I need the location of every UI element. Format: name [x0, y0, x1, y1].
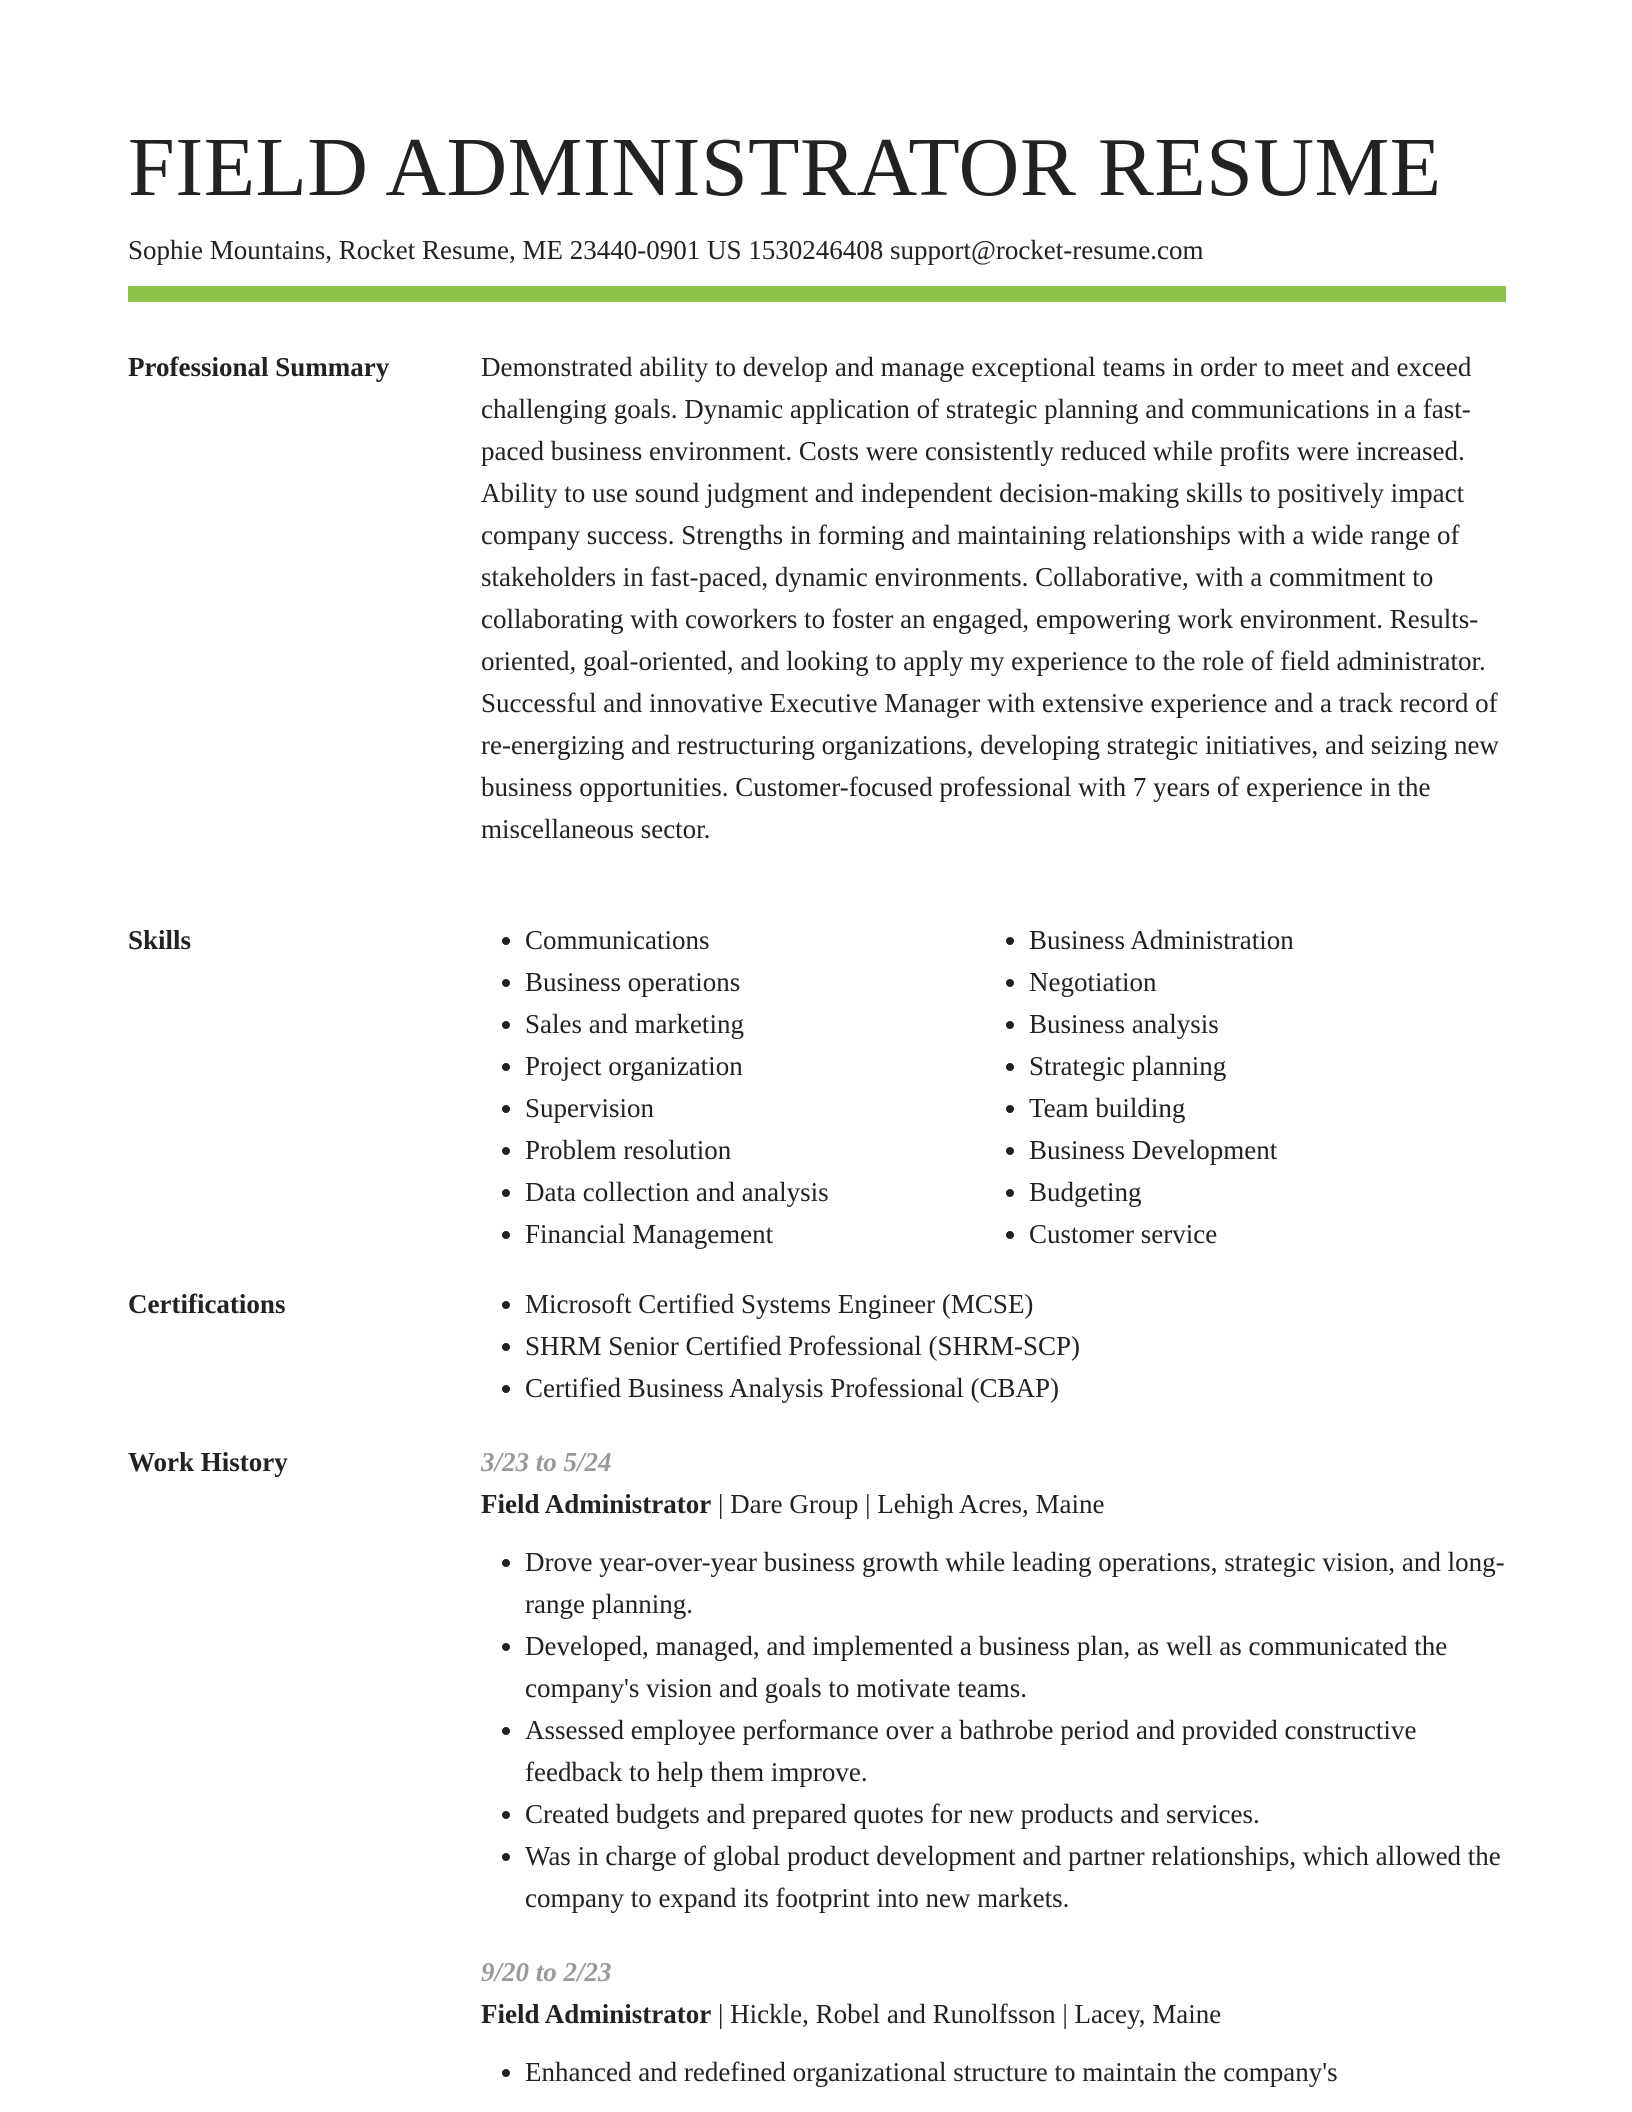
skill-item: • Project organization: [525, 1045, 985, 1087]
job-title-line: [481, 1993, 1506, 2035]
accent-rule: [128, 286, 1506, 302]
work-history-body: [481, 1441, 1506, 2093]
job-role: Field Administrator: [481, 1489, 712, 1519]
certification-item: • Microsoft Certified Systems Engineer (MCSE): [525, 1283, 1506, 1325]
job-entry: [481, 1441, 1506, 1919]
certifications-list: [481, 1283, 1506, 1409]
job-bullet: • Was in charge of global product development and partner relationships, which allowed the company to expand its footprint into new markets.: [525, 1835, 1506, 1919]
skill-item: • Business operations: [525, 961, 985, 1003]
skill-item: • Problem resolution: [525, 1129, 985, 1171]
skills-list-right: [985, 919, 1489, 1255]
job-details: | Dare Group | Lehigh Acres, Maine: [711, 1489, 1105, 1519]
summary-body: [481, 346, 1506, 850]
skill-item: • Budgeting: [1029, 1171, 1489, 1213]
skill-item: • Sales and marketing: [525, 1003, 985, 1045]
certifications-label: Certifications: [128, 1289, 286, 1319]
contact-line: Sophie Mountains, Rocket Resume, ME 23440-0901 US 1530246408 support@rocket-resume.com: [128, 235, 1204, 265]
summary-text: Demonstrated ability to develop and manage exceptional teams in order to meet and exceed challenging goals. Dynamic application of strategic planning and communications in a fast-paced business environment. Costs were consistently reduced while profits were increased. Ability to use sound judgment and independent decision-making skills to positively impact company success. Strengths in forming and maintaining relationships with a wide range of stakeholders in fast-paced, dynamic environments. Collaborative, with a commitment to collaborating with coworkers to foster an engaged, empowering work environment. Results-oriented, goal-oriented, and looking to apply my experience to the role of field administrator. Successful and innovative Executive Manager with extensive experience and a track record of re-energizing and restructuring organizations, developing strategic initiatives, and seizing new business opportunities. Customer-focused professional with 7 years of experience in the miscellaneous sector.: [481, 352, 1499, 844]
skill-item: • Financial Management: [525, 1213, 985, 1255]
certifications-body: [481, 1283, 1506, 1409]
skills-list-left: [481, 919, 985, 1255]
job-bullet: • Created budgets and prepared quotes for new products and services.: [525, 1793, 1506, 1835]
job-bullets: [481, 2051, 1506, 2093]
skill-item: • Business analysis: [1029, 1003, 1489, 1045]
certification-item: • SHRM Senior Certified Professional (SHRM-SCP): [525, 1325, 1506, 1367]
skill-item: • Team building: [1029, 1087, 1489, 1129]
summary-label: Professional Summary: [128, 352, 390, 382]
job-bullet: • Assessed employee performance over a bathrobe period and provided constructive feedback to help them improve.: [525, 1709, 1506, 1793]
skills-columns: [481, 919, 1506, 1255]
job-bullet: • Developed, managed, and implemented a business plan, as well as communicated the company's vision and goals to motivate teams.: [525, 1625, 1506, 1709]
certification-item: • Certified Business Analysis Professional (CBAP): [525, 1367, 1506, 1409]
job-entry: [481, 1951, 1506, 2093]
skill-item: • Negotiation: [1029, 961, 1489, 1003]
skill-item: • Supervision: [525, 1087, 985, 1129]
job-bullet: • Drove year-over-year business growth while leading operations, strategic vision, and long-range planning.: [525, 1541, 1506, 1625]
job-bullet: • Enhanced and redefined organizational structure to maintain the company's: [525, 2051, 1506, 2093]
skill-item: • Business Administration: [1029, 919, 1489, 961]
skill-item: • Strategic planning: [1029, 1045, 1489, 1087]
skill-item: • Business Development: [1029, 1129, 1489, 1171]
skill-item: • Communications: [525, 919, 985, 961]
job-dates: 3/23 to 5/24: [481, 1447, 612, 1477]
skill-item: • Customer service: [1029, 1213, 1489, 1255]
job-title-line: [481, 1483, 1506, 1525]
work-history-label: Work History: [128, 1447, 288, 1477]
skills-label: Skills: [128, 925, 192, 955]
job-bullets: [481, 1541, 1506, 1919]
skill-item: • Data collection and analysis: [525, 1171, 985, 1213]
job-details: | Hickle, Robel and Runolfsson | Lacey, Maine: [711, 1999, 1222, 2029]
skills-body: [481, 919, 1506, 1255]
job-dates: 9/20 to 2/23: [481, 1957, 612, 1987]
resume-title: FIELD ADMINISTRATOR RESUME: [128, 121, 1442, 214]
job-role: Field Administrator: [481, 1999, 712, 2029]
